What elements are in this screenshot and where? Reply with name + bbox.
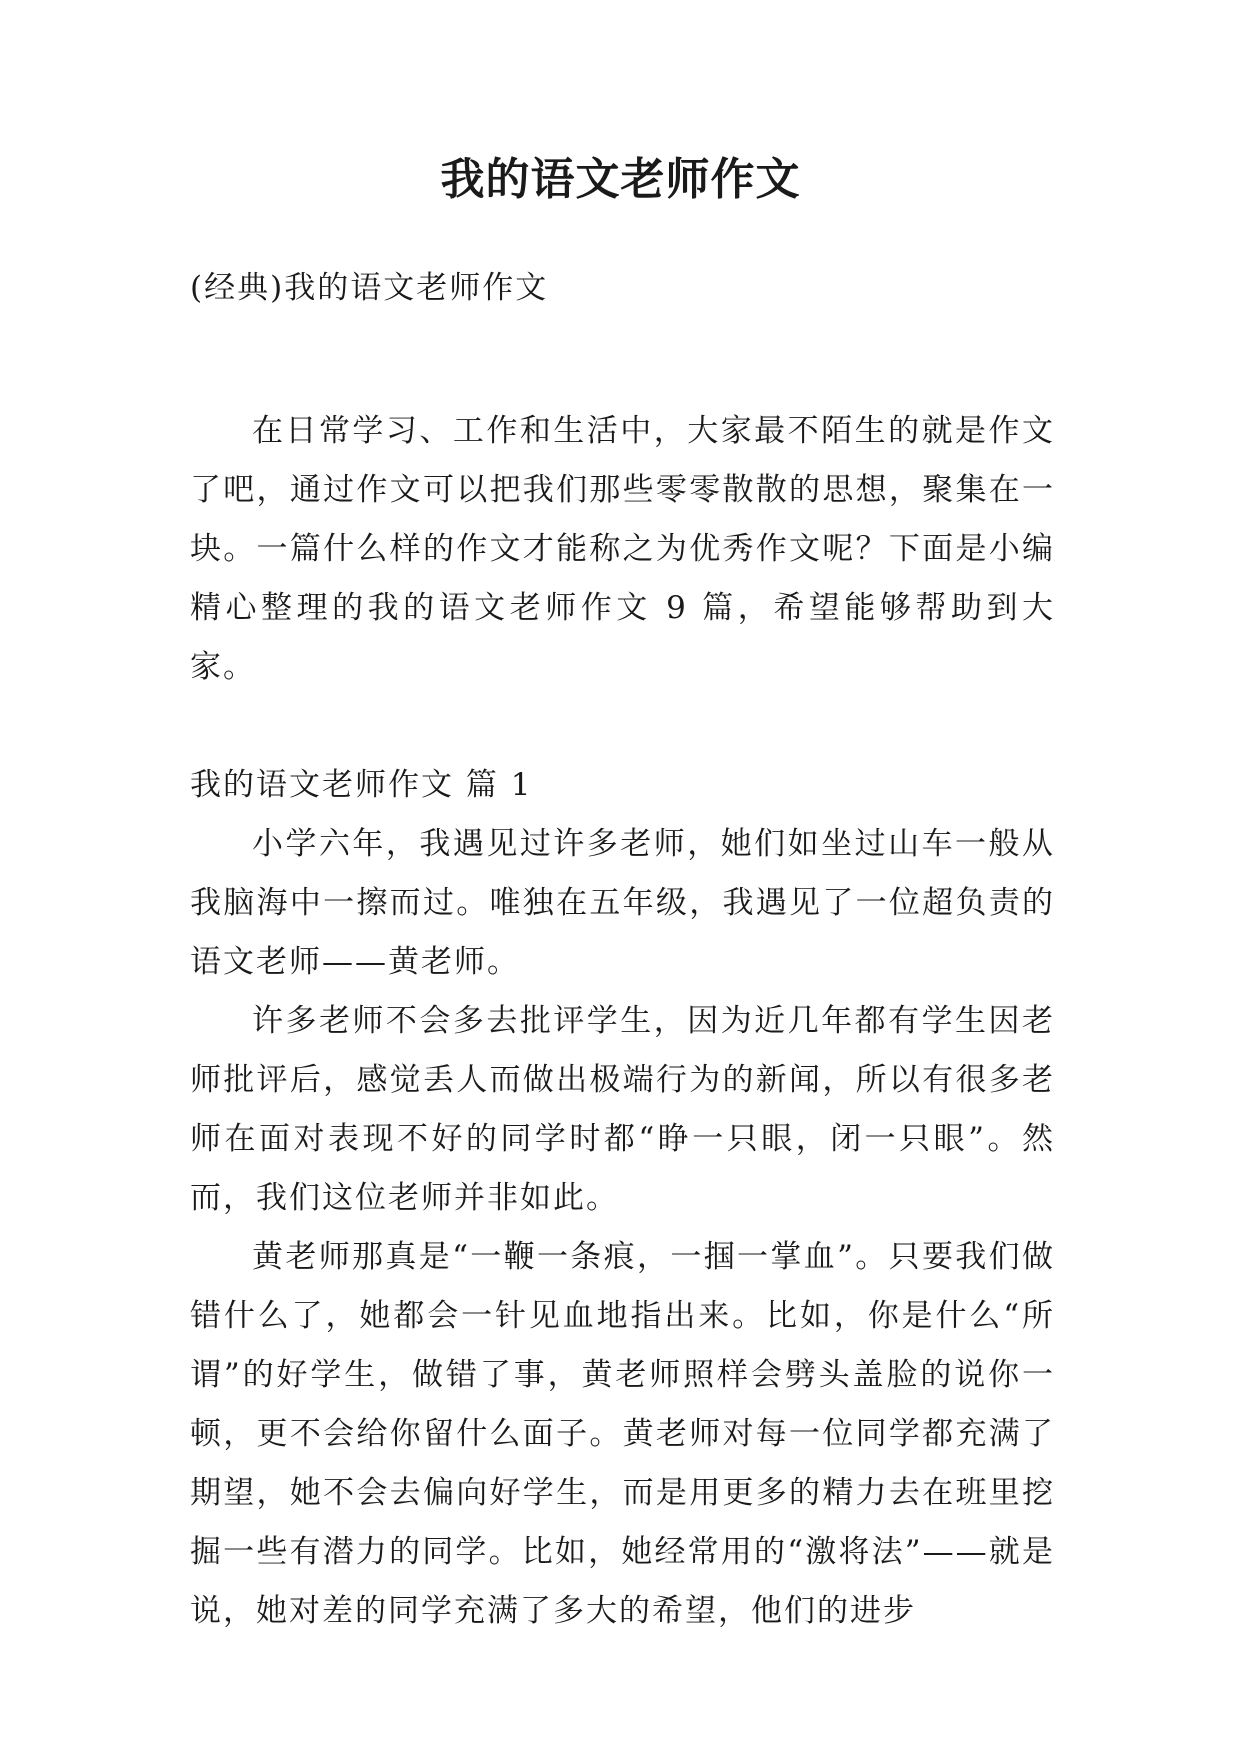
document-body: [190, 402, 1055, 1641]
paragraph-gap: [190, 697, 1055, 756]
body-paragraph-3: 黄老师那真是“一鞭一条痕，一掴一掌血”。只要我们做错什么了，她都会一针见血地指出来。比如，你是什么“所谓”的好学生，做错了事，黄老师照样会劈头盖脸的说你一顿，更不会给你留什么面子。黄老师对每一位同学都充满了期望，她不会去偏向好学生，而是用更多的精力去在班里挖掘一些有潜力的同学。比如，她经常用的“激将法”——就是说，她对差的同学充满了多大的希望，他们的进步: [190, 1239, 1055, 1629]
body-paragraph-1: 小学六年，我遇见过许多老师，她们如坐过山车一般从我脑海中一擦而过。唯独在五年级，我遇见了一位超负责的语文老师——黄老师。: [190, 826, 1055, 980]
body-paragraph-2: 许多老师不会多去批评学生，因为近几年都有学生因老师批评后，感觉丢人而做出极端行为的新闻，所以有很多老师在面对表现不好的同学时都“睁一只眼，闭一只眼”。然而，我们这位老师并非如此。: [190, 1003, 1055, 1216]
section-heading: 我的语文老师作文 篇 1: [190, 767, 533, 803]
document-title: 我的语文老师作文: [440, 154, 801, 205]
document-subtitle: (经典)我的语文老师作文: [190, 270, 549, 306]
intro-paragraph: 在日常学习、工作和生活中，大家最不陌生的就是作文了吧，通过作文可以把我们那些零零散散的思想，聚集在一块。一篇什么样的作文才能称之为优秀作文呢？下面是小编精心整理的我的语文老师作文 9 篇，希望能够帮助到大家。: [190, 413, 1055, 685]
